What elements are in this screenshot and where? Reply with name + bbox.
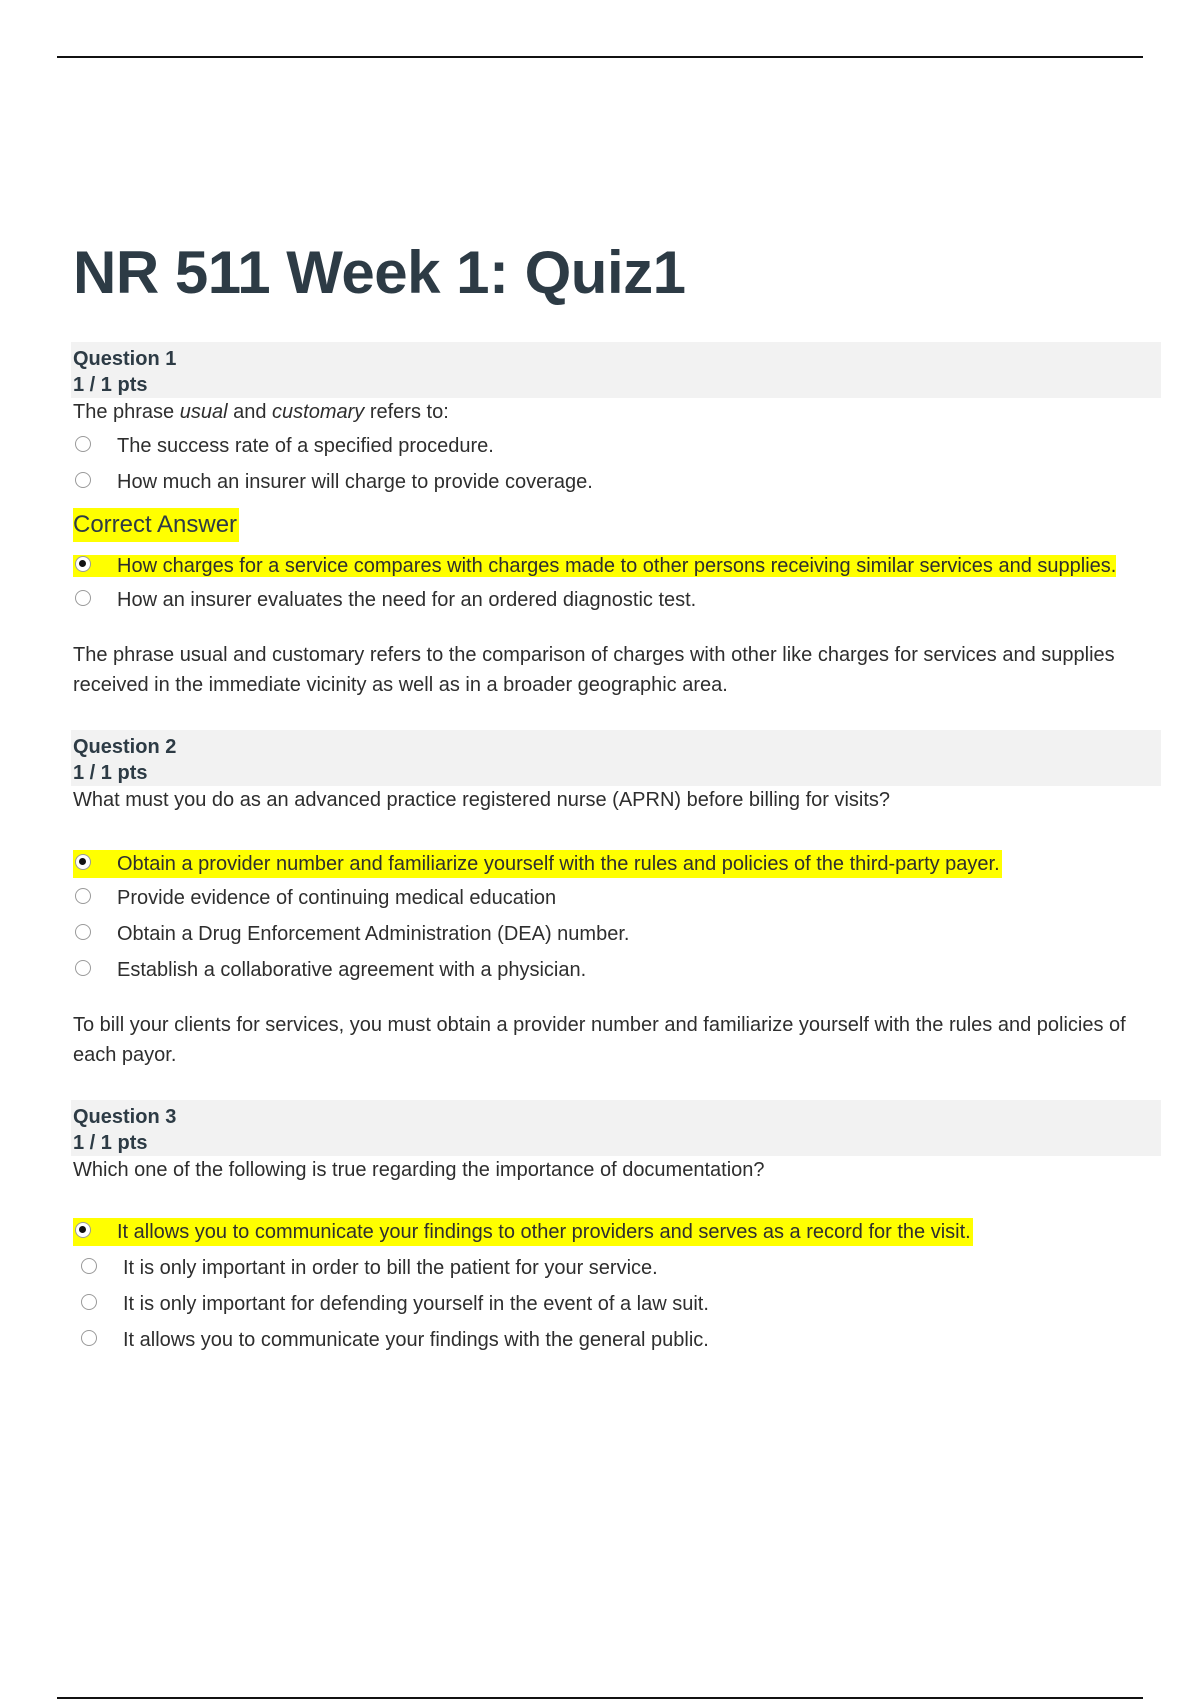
answer-text: It allows you to communicate your findings with the general public.	[123, 1329, 709, 1351]
question-number: Question 2	[73, 736, 177, 758]
radio-button[interactable]	[75, 924, 91, 940]
answer-text: Provide evidence of continuing medical education	[117, 887, 557, 909]
answer-text: Obtain a Drug Enforcement Administration (DEA) number.	[117, 923, 630, 945]
answer-text: How charges for a service compares with charges made to other persons receiving similar services and supplies.	[117, 555, 1117, 577]
question-text-italic: usual	[179, 401, 228, 423]
quiz-document	[73, 238, 1163, 1354]
answer-text: How an insurer evaluates the need for an ordered diagnostic test.	[117, 589, 697, 611]
answer-option[interactable]	[73, 468, 1163, 496]
answer-option[interactable]	[73, 1326, 1163, 1354]
answer-option-selected[interactable]	[73, 1218, 973, 1246]
answer-text: It is only important in order to bill the patient for your service.	[123, 1257, 658, 1279]
radio-button[interactable]	[81, 1258, 97, 1274]
question-text-part: and	[227, 401, 273, 423]
answer-option[interactable]	[73, 884, 1163, 912]
radio-button[interactable]	[75, 590, 91, 606]
question-1-header	[71, 342, 1161, 398]
question-text-italic: customary	[272, 401, 365, 423]
question-1-explanation: The phrase usual and customary refers to the comparison of charges with other like charges for services and supplies received in the immediate vicinity as well as in a broader geographic area.	[73, 644, 1115, 696]
answer-text: It allows you to communicate your findings to other providers and serves as a record for the visit.	[117, 1221, 971, 1243]
bottom-rule	[57, 1697, 1143, 1699]
question-number: Question 1	[73, 348, 177, 370]
answer-option[interactable]	[73, 1254, 1163, 1282]
answer-option[interactable]	[73, 956, 1163, 984]
question-text-part: The phrase	[73, 401, 180, 423]
radio-button[interactable]	[75, 960, 91, 976]
answer-option[interactable]	[73, 920, 1163, 948]
answer-option[interactable]	[73, 586, 1163, 614]
correct-answer-label: Correct Answer	[73, 508, 239, 542]
question-3-text: Which one of the following is true regarding the importance of documentation?	[73, 1159, 765, 1181]
question-1-text	[73, 398, 1163, 426]
question-3-header	[71, 1100, 1161, 1156]
answer-text: The success rate of a specified procedure.	[117, 435, 494, 457]
question-text-part: refers to:	[364, 401, 449, 423]
radio-button-checked[interactable]	[75, 1222, 91, 1238]
answer-text: It is only important for defending yourself in the event of a law suit.	[123, 1293, 709, 1315]
radio-button[interactable]	[75, 472, 91, 488]
answer-option-selected[interactable]	[73, 552, 1123, 580]
radio-button-checked[interactable]	[75, 854, 91, 870]
radio-button[interactable]	[75, 888, 91, 904]
answer-option[interactable]	[73, 1290, 1163, 1318]
question-2-header	[71, 730, 1161, 786]
answer-option-selected[interactable]	[73, 850, 1002, 878]
page-title: NR 511 Week 1: Quiz1	[73, 239, 686, 306]
answer-text: Establish a collaborative agreement with a physician.	[117, 959, 587, 981]
question-2-explanation: To bill your clients for services, you must obtain a provider number and familiarize yourself with the rules and policies of each payor.	[73, 1014, 1126, 1066]
question-points: 1 / 1 pts	[73, 1132, 148, 1154]
question-points: 1 / 1 pts	[73, 374, 148, 396]
radio-button[interactable]	[81, 1294, 97, 1310]
question-number: Question 3	[73, 1106, 177, 1128]
question-2-text: What must you do as an advanced practice registered nurse (APRN) before billing for visits?	[73, 789, 891, 811]
radio-button-checked[interactable]	[75, 556, 91, 572]
question-points: 1 / 1 pts	[73, 762, 148, 784]
radio-button[interactable]	[75, 436, 91, 452]
answer-option[interactable]	[73, 432, 1163, 460]
answer-text: How much an insurer will charge to provide coverage.	[117, 471, 593, 493]
radio-button[interactable]	[81, 1330, 97, 1346]
answer-text: Obtain a provider number and familiarize yourself with the rules and policies of the third-party payer.	[117, 853, 1000, 875]
top-rule	[57, 56, 1143, 58]
